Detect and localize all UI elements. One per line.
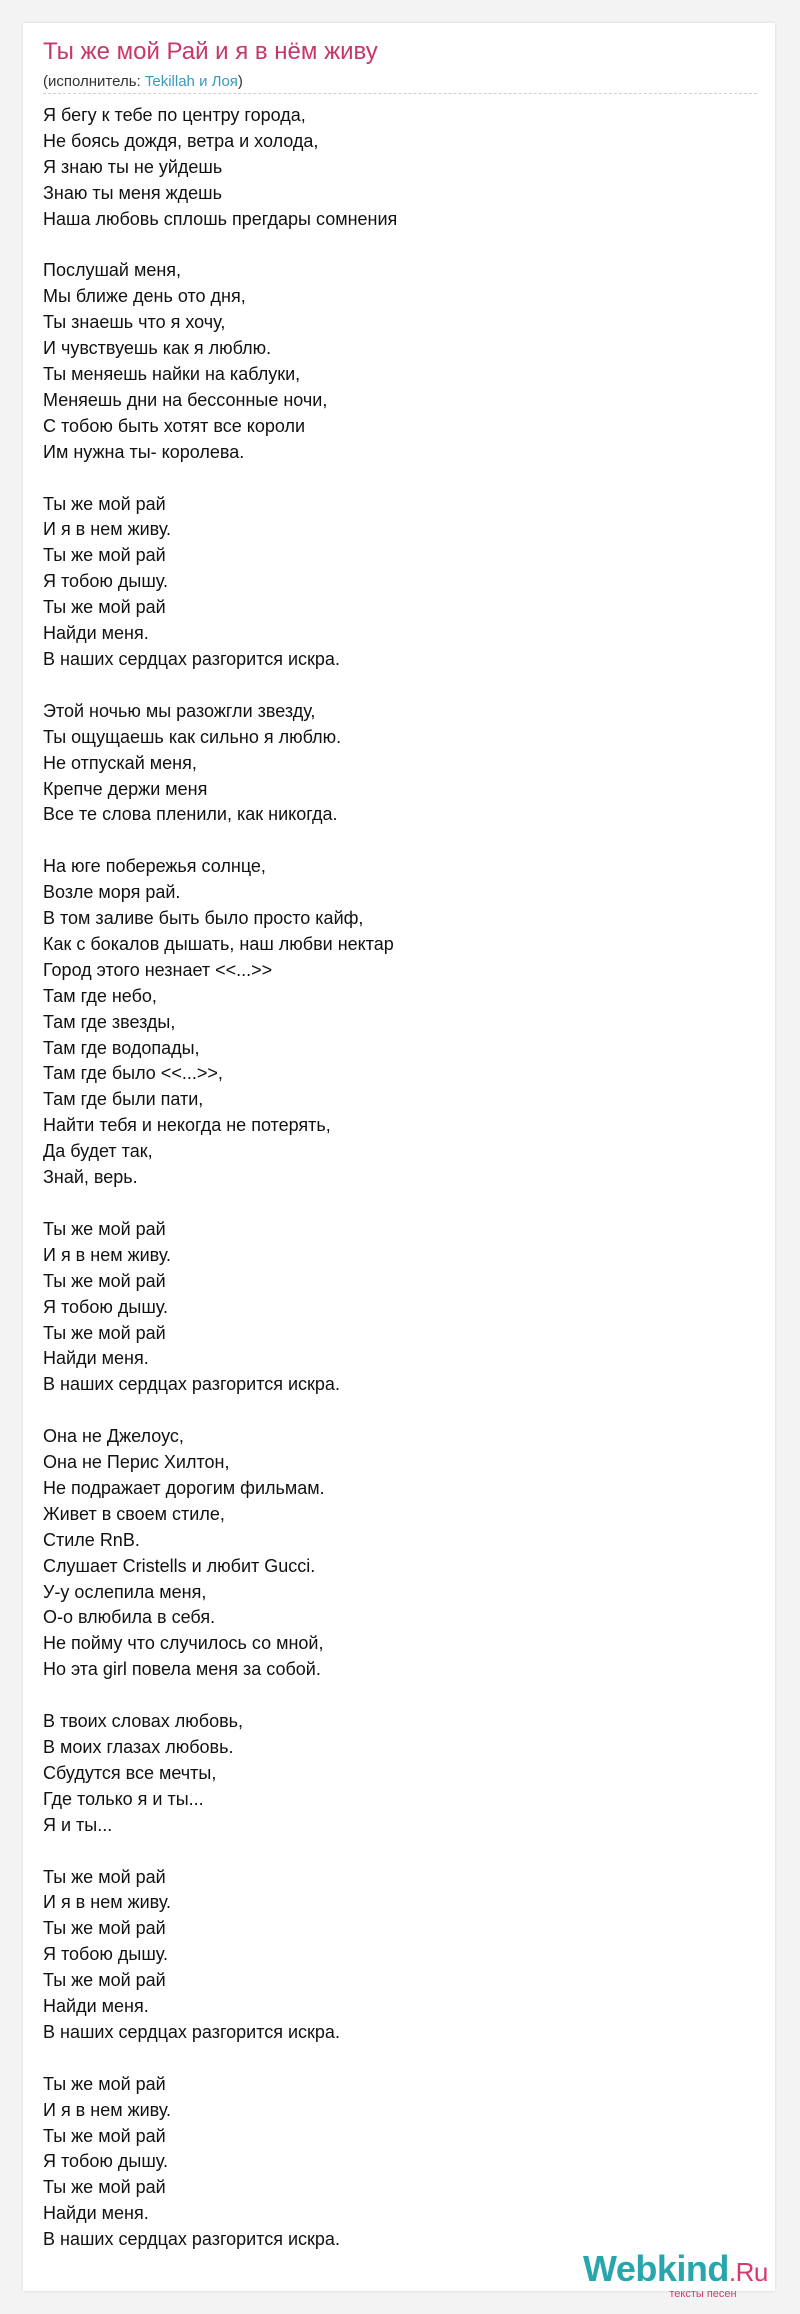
lyric-line: Город этого незнает <<...>> bbox=[43, 959, 273, 980]
lyric-line: Крепче держи меня bbox=[43, 778, 208, 799]
lyric-line: Я и ты... bbox=[43, 1814, 113, 1835]
lyric-line: Найди меня. bbox=[43, 1348, 149, 1369]
lyric-line: И я в нем живу. bbox=[43, 519, 172, 540]
lyrics-card bbox=[23, 23, 775, 2291]
lyrics-stanza bbox=[43, 1424, 397, 1683]
lyrics-stanza bbox=[43, 103, 397, 233]
lyric-line: Там где было <<...>>, bbox=[43, 1063, 223, 1084]
lyric-line: Ты же мой рай bbox=[43, 1918, 166, 1939]
lyric-line: В твоих словах любовь, bbox=[43, 1711, 244, 1732]
lyric-line: Я тобою дышу. bbox=[43, 571, 168, 592]
lyrics-stanza bbox=[43, 699, 397, 829]
lyric-line: Ты же мой рай bbox=[43, 1270, 166, 1291]
lyric-line: Она не Перис Хилтон, bbox=[43, 1452, 230, 1473]
lyric-line: В наших сердцах разгорится искра. bbox=[43, 2229, 340, 2250]
lyric-line: В том заливе быть было просто кайф, bbox=[43, 908, 364, 929]
lyric-line: На юге побережья солнце, bbox=[43, 856, 266, 877]
title-divider bbox=[43, 93, 757, 94]
lyric-line: Ты же мой рай bbox=[43, 1970, 166, 1991]
lyrics-stanza bbox=[43, 492, 397, 673]
lyric-line: Где только я и ты... bbox=[43, 1788, 204, 1809]
lyric-line: Найди меня. bbox=[43, 1996, 149, 2017]
lyrics-stanza bbox=[43, 258, 397, 465]
lyric-line: И я в нем живу. bbox=[43, 1892, 172, 1913]
lyrics-stanza bbox=[43, 2072, 397, 2253]
lyric-line: Знай, верь. bbox=[43, 1167, 138, 1188]
lyric-line: Слушает Cristells и любит Gucci. bbox=[43, 1555, 316, 1576]
lyric-line: Ты же мой рай bbox=[43, 1866, 166, 1887]
lyric-line: Ты же мой рай bbox=[43, 2177, 166, 2198]
lyric-line: Ты же мой рай bbox=[43, 2125, 166, 2146]
lyric-line: Меняешь дни на бессонные ночи, bbox=[43, 389, 328, 410]
performer-prefix: (исполнитель: bbox=[43, 73, 145, 90]
performer-suffix: ) bbox=[237, 73, 243, 90]
lyric-line: Я тобою дышу. bbox=[43, 1944, 168, 1965]
song-title: Ты же мой Рай и я в нём живу bbox=[43, 38, 378, 65]
lyric-line: Найди меня. bbox=[43, 623, 149, 644]
lyric-line: У-у ослепила меня, bbox=[43, 1581, 207, 1602]
lyric-line: Найди меня. bbox=[43, 2203, 149, 2224]
lyric-line: Но эта girl повела меня за собой. bbox=[43, 1659, 321, 1680]
lyric-line: Ты же мой рай bbox=[43, 1322, 166, 1343]
lyric-line: Я тобою дышу. bbox=[43, 2151, 168, 2172]
lyric-line: Ты меняешь найки на каблуки, bbox=[43, 364, 301, 385]
lyric-line: И чувствуешь как я люблю. bbox=[43, 338, 272, 359]
lyric-line: Ты знаешь что я хочу, bbox=[43, 312, 226, 333]
lyric-line: И я в нем живу. bbox=[43, 1244, 172, 1265]
lyric-line: Им нужна ты- королева. bbox=[43, 441, 245, 462]
lyric-line: Ты же мой рай bbox=[43, 2073, 166, 2094]
lyric-line: Там где водопады, bbox=[43, 1037, 200, 1058]
lyrics-stanza bbox=[43, 1217, 397, 1398]
logo-wordmark bbox=[583, 2250, 783, 2291]
lyric-line: С тобою быть хотят все короли bbox=[43, 415, 306, 436]
lyric-line: Все те слова пленили, как никогда. bbox=[43, 804, 338, 825]
lyric-line: Там где звезды, bbox=[43, 1011, 176, 1032]
lyric-line: Там где небо, bbox=[43, 985, 157, 1006]
logo-tagline: тексты песен bbox=[669, 2288, 737, 2300]
lyric-line: Не подражает дорогим фильмам. bbox=[43, 1477, 325, 1498]
lyric-line: Возле моря рай. bbox=[43, 882, 181, 903]
lyric-line: Ты же мой рай bbox=[43, 597, 166, 618]
lyric-line: О-о влюбила в себя. bbox=[43, 1607, 216, 1628]
lyric-line: В наших сердцах разгорится искра. bbox=[43, 2021, 340, 2042]
lyric-line: В моих глазах любовь. bbox=[43, 1736, 234, 1757]
logo-name: Webkind bbox=[583, 2248, 729, 2289]
lyric-line: Знаю ты меня ждешь bbox=[43, 182, 222, 203]
lyric-line: Наша любовь сплошь прегдары сомнения bbox=[43, 208, 398, 229]
lyric-line: В наших сердцах разгорится искра. bbox=[43, 1374, 340, 1395]
lyric-line: Я бегу к тебе по центру города, bbox=[43, 105, 306, 125]
lyric-line: Как с бокалов дышать, наш любви нектар bbox=[43, 933, 394, 954]
lyric-line: Стиле RnB. bbox=[43, 1529, 140, 1550]
lyric-line: Я знаю ты не уйдешь bbox=[43, 156, 223, 177]
lyric-line: Ты ощущаешь как сильно я люблю. bbox=[43, 726, 342, 747]
lyrics-stanza bbox=[43, 854, 397, 1191]
lyrics-stanza bbox=[43, 1709, 397, 1839]
lyric-line: Найти тебя и некогда не потерять, bbox=[43, 1115, 331, 1136]
lyric-line: Не боясь дождя, ветра и холода, bbox=[43, 130, 319, 151]
lyric-line: Ты же мой рай bbox=[43, 1218, 166, 1239]
lyric-line: И я в нем живу. bbox=[43, 2099, 172, 2120]
lyric-line: Не отпускай меня, bbox=[43, 752, 197, 773]
lyric-line: Сбудутся все мечты, bbox=[43, 1762, 217, 1783]
lyric-line: Там где были пати, bbox=[43, 1089, 204, 1110]
logo-tld: .Ru bbox=[728, 2257, 768, 2287]
lyric-line: Этой ночью мы разожгли звезду, bbox=[43, 700, 316, 721]
webkind-logo[interactable] bbox=[583, 2250, 783, 2306]
performer-link[interactable]: Tekillah и Лоя bbox=[144, 73, 238, 90]
performer-line bbox=[43, 72, 243, 92]
lyric-line: Мы ближе день ото дня, bbox=[43, 286, 246, 307]
lyrics-text bbox=[43, 103, 397, 2253]
lyrics-stanza bbox=[43, 1865, 397, 2046]
lyric-line: Я тобою дышу. bbox=[43, 1296, 168, 1317]
lyric-line: Не пойму что случилось со мной, bbox=[43, 1633, 324, 1654]
lyric-line: Она не Джелоус, bbox=[43, 1426, 184, 1447]
lyric-line: Да будет так, bbox=[43, 1141, 153, 1162]
lyric-line: Послушай меня, bbox=[43, 260, 182, 281]
lyric-line: Живет в своем стиле, bbox=[43, 1503, 225, 1524]
lyric-line: В наших сердцах разгорится искра. bbox=[43, 649, 340, 669]
lyric-line: Ты же мой рай bbox=[43, 493, 166, 514]
lyric-line: Ты же мой рай bbox=[43, 545, 166, 566]
